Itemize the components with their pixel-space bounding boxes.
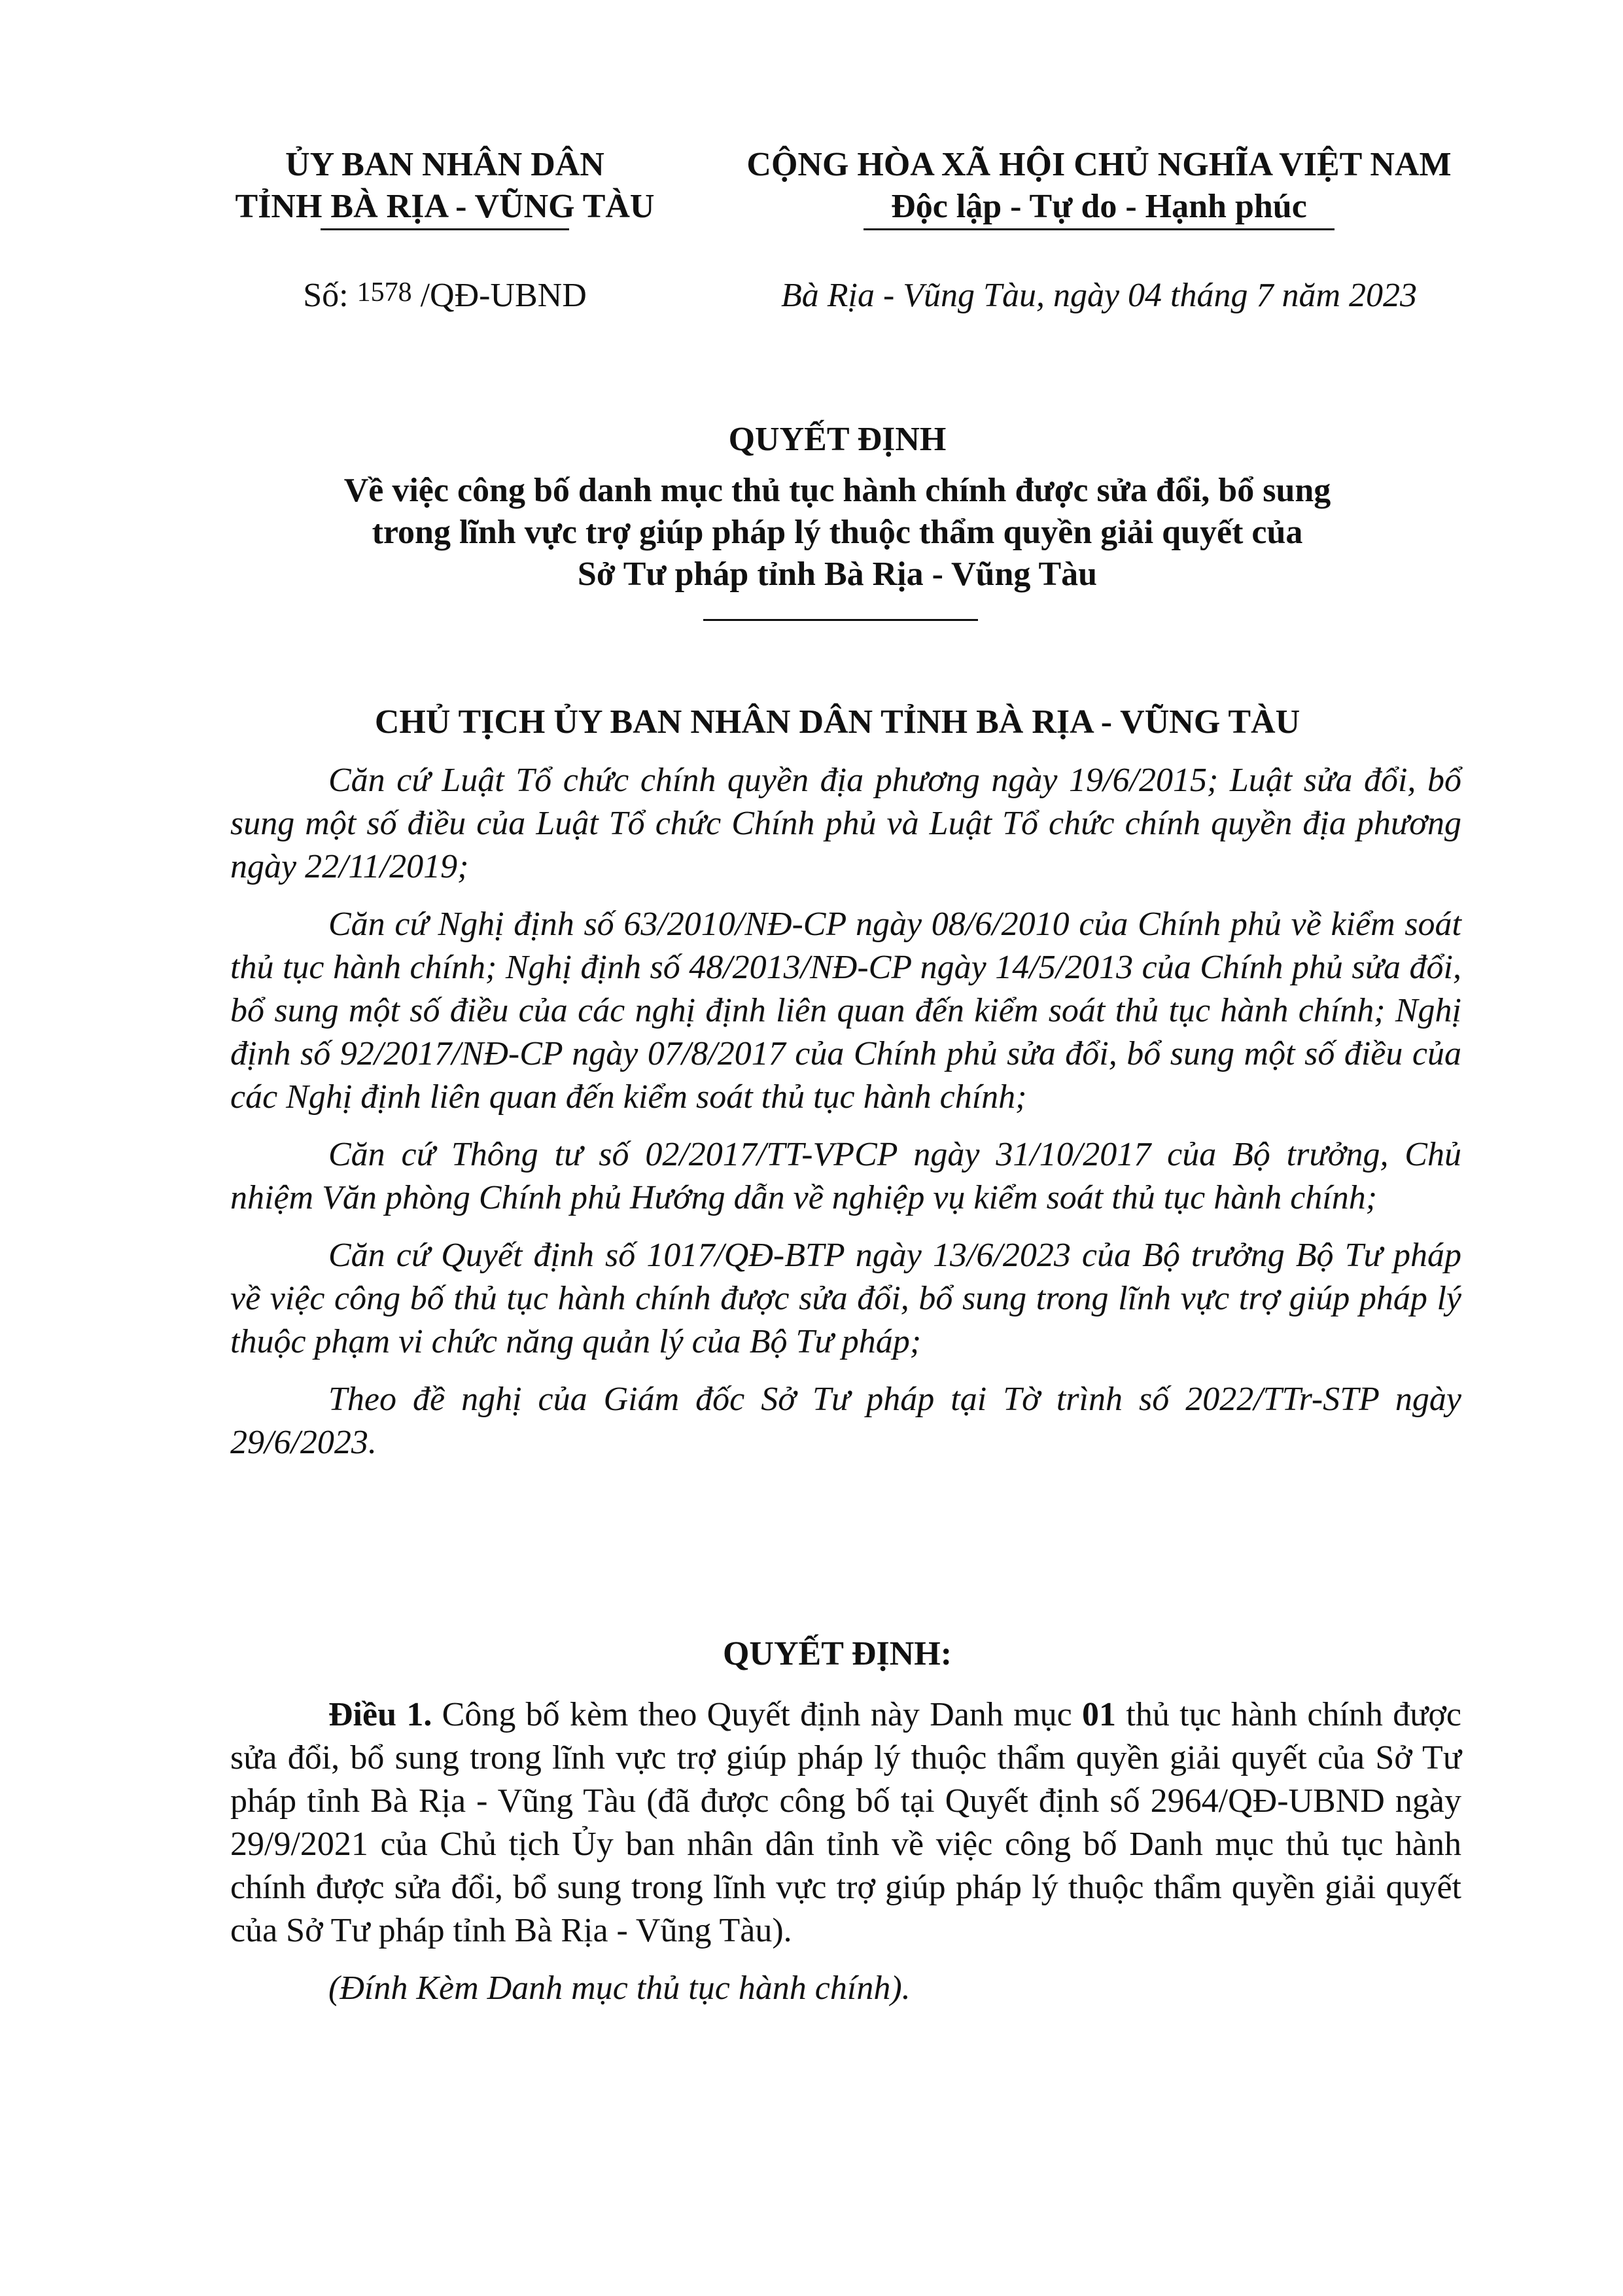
subject-line-2: trong lĩnh vực trợ giúp pháp lý thuộc thẩm quyền giải quyết của: [372, 514, 1303, 551]
proposal-basis: Theo đề nghị của Giám đốc Sở Tư pháp tại Tờ trình số 2022/TTr-STP ngày 29/6/2023.: [230, 1381, 1461, 1461]
legal-basis-3: Căn cứ Thông tư số 02/2017/TT-VPCP ngày 31/10/2017 của Bộ trưởng, Chủ nhiệm Văn phòng Chính phủ Hướng dẫn về nghiệp vụ kiểm soát thủ tục hành chính;: [230, 1136, 1461, 1216]
issuer-underline: [321, 228, 569, 230]
subject-line-1: Về việc công bố danh mục thủ tục hành chính được sửa đổi, bổ sung: [343, 472, 1331, 509]
article-1-body: [230, 1693, 1461, 1952]
decision-heading: QUYẾT ĐỊNH:: [722, 1635, 952, 1672]
document-type: QUYẾT ĐỊNH: [728, 421, 947, 458]
national-header: [693, 144, 1505, 228]
title-underline: [703, 619, 978, 621]
procedure-count: 01: [1082, 1696, 1117, 1733]
article-1: [230, 1693, 1461, 2024]
issuer-header: [196, 144, 693, 228]
national-motto: Độc lập - Tự do - Hạnh phúc: [891, 188, 1307, 225]
authority-heading: CHỦ TỊCH ỦY BAN NHÂN DÂN TỈNH BÀ RỊA - VŨNG TÀU: [374, 703, 1300, 741]
motto-underline: [864, 228, 1335, 230]
national-title: CỘNG HÒA XÃ HỘI CHỦ NGHĨA VIỆT NAM: [746, 146, 1452, 183]
document-number: [196, 275, 693, 319]
article-1-text-a: Công bố kèm theo Quyết định này Danh mục: [432, 1696, 1083, 1733]
legal-basis-1: Căn cứ Luật Tổ chức chính quyền địa phương ngày 19/6/2015; Luật sửa đổi, bổ sung một số điều của Luật Tổ chức Chính phủ và Luật Tổ chức chính quyền địa phương ngày 22/11/2019;: [230, 762, 1461, 885]
legal-basis-4: Căn cứ Quyết định số 1017/QĐ-BTP ngày 13/6/2023 của Bộ trưởng Bộ Tư pháp về việc công bố thủ tục hành chính được sửa đổi, bổ sung trong lĩnh vực trợ giúp pháp lý thuộc phạm vi chức năng quản lý của Bộ Tư pháp;: [230, 1237, 1461, 1360]
document-number-value: 1578: [357, 277, 412, 308]
place-date: Bà Rịa - Vũng Tàu, ngày 04 tháng 7 năm 2023: [780, 277, 1418, 314]
article-1-label: Điều 1.: [328, 1696, 432, 1733]
attachment-note: (Đính Kèm Danh mục thủ tục hành chính).: [328, 1969, 911, 2007]
document-title: [196, 419, 1478, 595]
subject-line-3: Sở Tư pháp tỉnh Bà Rịa - Vũng Tàu: [577, 556, 1098, 593]
issuer-line-2: TỈNH BÀ RỊA - VŨNG TÀU: [235, 188, 655, 225]
document-number-prefix: Số:: [303, 277, 349, 314]
article-1-text-b: thủ tục hành chính được sửa đổi, bổ sung trong lĩnh vực trợ giúp pháp lý thuộc thẩm quyền giải quyết của Sở Tư pháp tỉnh Bà Rịa - Vũng Tàu (đã được công bố tại Quyết định số 2964/QĐ-UBND ngày 29/9/2021 của Chủ tịch Ủy ban nhân dân tỉnh về việc công bố Danh mục thủ tục hành chính được sửa đổi, bổ sung trong lĩnh vực trợ giúp pháp lý thuộc thẩm quyền giải quyết của Sở Tư pháp tỉnh Bà Rịa - Vũng Tàu).: [230, 1696, 1461, 1949]
document-number-suffix: /QĐ-UBND: [420, 277, 587, 314]
issuer-line-1: ỦY BAN NHÂN DÂN: [285, 146, 604, 183]
legal-basis-2: Căn cứ Nghị định số 63/2010/NĐ-CP ngày 08/6/2010 của Chính phủ về kiểm soát thủ tục hành chính; Nghị định số 48/2013/NĐ-CP ngày 14/5/2013 của Chính phủ sửa đổi, bổ sung một số điều của các nghị định liên quan đến kiểm soát thủ tục hành chính; Nghị định số 92/2017/NĐ-CP ngày 07/8/2017 của Chính phủ sửa đổi, bổ sung một số điều của các Nghị định liên quan đến kiểm soát thủ tục hành chính;: [230, 906, 1461, 1116]
legal-bases: [230, 759, 1461, 1479]
